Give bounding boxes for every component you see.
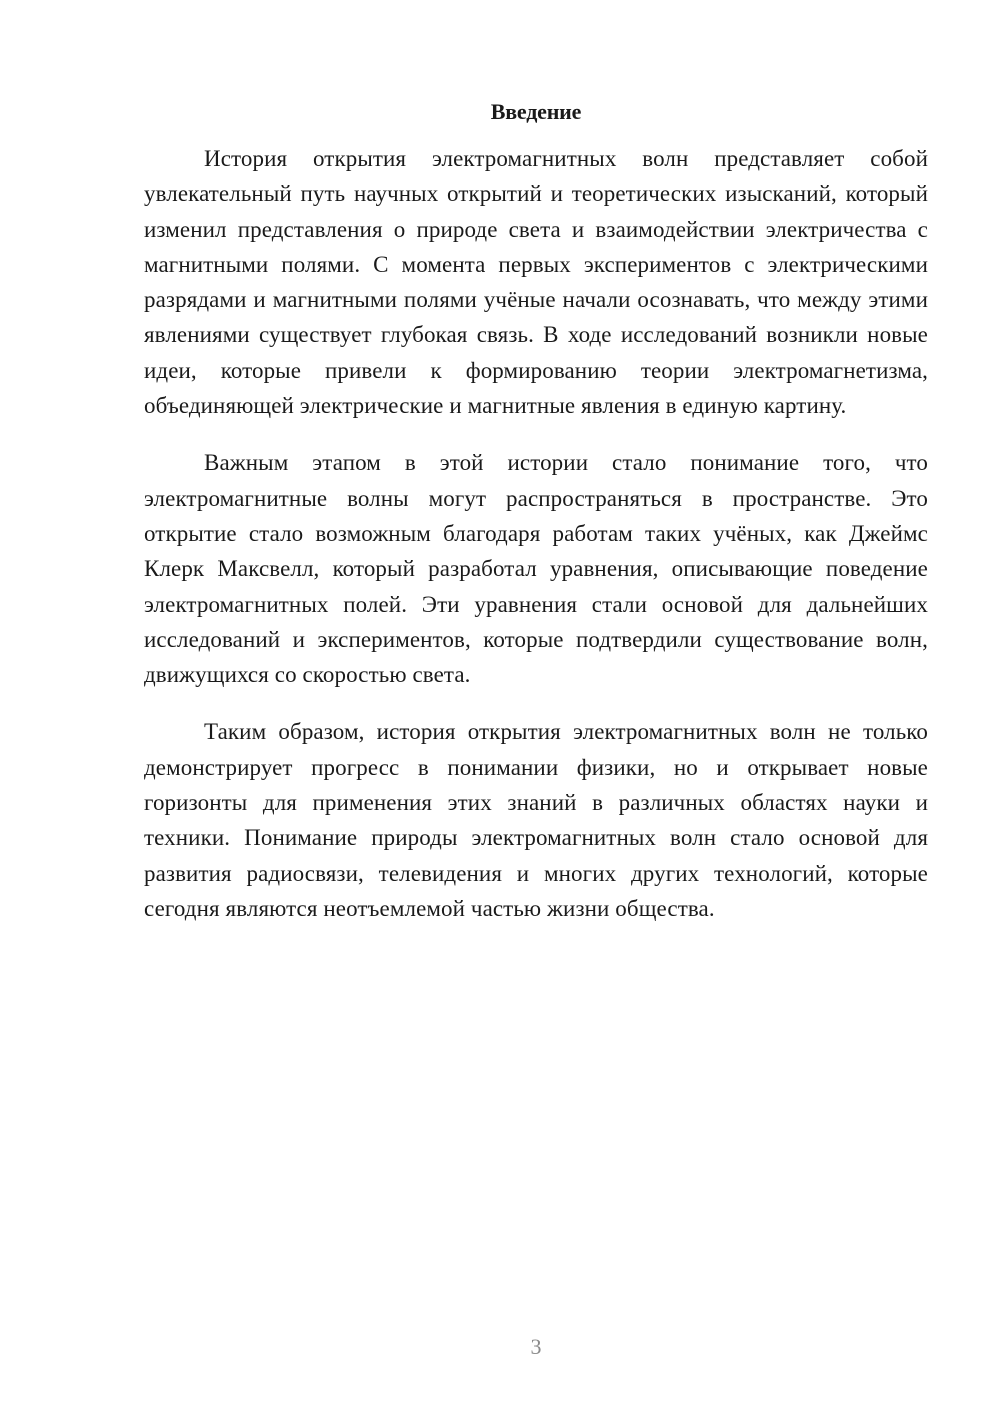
body-text (144, 141, 928, 948)
paragraph-3: Таким образом, история открытия электромагнитных волн не только демонстрирует прогресс в понимании физики, но и открывает новые горизонты для применения этих знаний в различных областях науки и техники. Понимание природы электромагнитных волн стало основой для развития радиосвязи, телевидения и многих других технологий, которые сегодня являются неотъемлемой частью жизни общества. (144, 719, 928, 921)
section-heading: Введение (490, 99, 582, 124)
paragraph-1: История открытия электромагнитных волн представляет собой увлекательный путь научных открытий и теоретических изысканий, который изменил представления о природе света и взаимодействии электричества с магнитными полями. С момента первых экспериментов с электрическими разрядами и магнитными полями учёные начали осознавать, что между этими явлениями существует глубокая связь. В ходе исследований возникли новые идеи, которые привели к формированию теории электромагнетизма, объединяющей электрические и магнитные явления в единую картину. (144, 146, 928, 419)
page-number: 3 (530, 1334, 542, 1359)
paragraph-2: Важным этапом в этой истории стало понимание того, что электромагнитные волны могут распространяться в пространстве. Это открытие стало возможным благодаря работам таких учёных, как Джеймс Клерк Максвелл, который разработал уравнения, описывающие поведение электромагнитных полей. Эти уравнения стали основой для дальнейших исследований и экспериментов, которые подтвердили существование волн, движущихся со скоростью света. (144, 450, 928, 688)
